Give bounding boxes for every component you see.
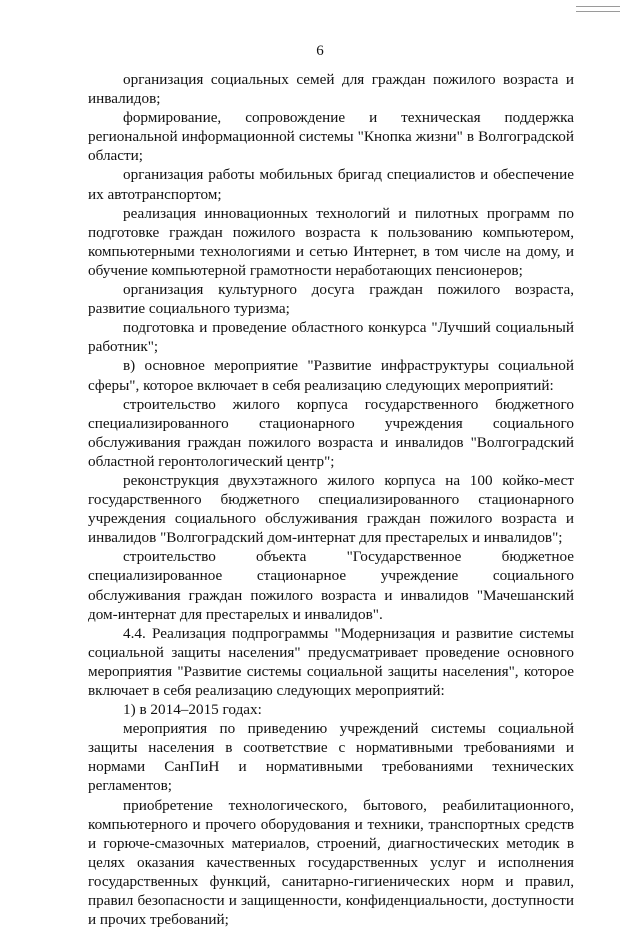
- paragraph: организация работы мобильных бригад специалистов и обеспечение их автотранспортом;: [88, 166, 574, 203]
- paragraph: реконструкция двухэтажного жилого корпуса на 100 койко-мест государственного бюджетного специализированного стационарного учреждения социального обслуживания граждан пожилого возраста и инвалидов "Волгоградский дом-интернат для престарелых и инвалидов";: [88, 471, 574, 547]
- paragraph: организация культурного досуга граждан пожилого возраста, развитие социального туризма;: [88, 281, 574, 318]
- paragraph: формирование, сопровождение и техническая поддержка региональной информационной системы "Кнопка жизни" в Волгоградской области;: [88, 109, 574, 165]
- paragraph: 4.4. Реализация подпрограммы "Модернизация и развитие системы социальной защиты населения" предусматривает проведение основного мероприятия "Развитие системы социальной защиты населения", которое включает в себя реализацию следующих мероприятий:: [88, 624, 574, 699]
- paragraph: строительство жилого корпуса государственного бюджетного специализированного стационарного учреждения социального обслуживания граждан пожилого возраста и инвалидов "Волгоградский областной геронтологический центр";: [88, 395, 574, 470]
- document-body: [88, 70, 574, 929]
- paragraph: в) основное мероприятие "Развитие инфраструктуры социальной сферы", которое включает в себя реализацию следующих мероприятий:: [88, 357, 574, 394]
- scan-corner-mark: [576, 6, 620, 12]
- paragraph: подготовка и проведение областного конкурса "Лучший социальный работник";: [88, 319, 574, 356]
- paragraph: мероприятия по приведению учреждений системы социальной защиты населения в соответствие с нормативными требованиями и нормами СанПиН и нормативными требованиями технических регламентов;: [88, 720, 574, 795]
- paragraph: организация социальных семей для граждан пожилого возраста и инвалидов;: [88, 71, 574, 108]
- paragraph: 1) в 2014–2015 годах:: [123, 701, 262, 719]
- paragraph: строительство объекта "Государственное бюджетное специализированное стационарное учреждение социального обслуживания граждан пожилого возраста и инвалидов "Мачешанский дом-интернат для престарелых и инвалидов".: [88, 548, 574, 623]
- paragraph: реализация инновационных технологий и пилотных программ по подготовке граждан пожилого возраста к пользованию компьютером, компьютерными технологиями и сетью Интернет, в том числе на дому, и обучение компьютерной грамотности неработающих пенсионеров;: [88, 204, 574, 279]
- page-number: 6: [316, 43, 324, 59]
- paragraph: приобретение технологического, бытового, реабилитационного, компьютерного и прочего оборудования и техники, транспортных средств и горюче-смазочных материалов, строений, диагностических методик в целях оказания качественных государственных услуг и исполнения государственных функций, санитарно-гигиенических норм и правил, правил безопасности и защищенности, конфиденциальности, доступности и прочих требований;: [88, 796, 574, 929]
